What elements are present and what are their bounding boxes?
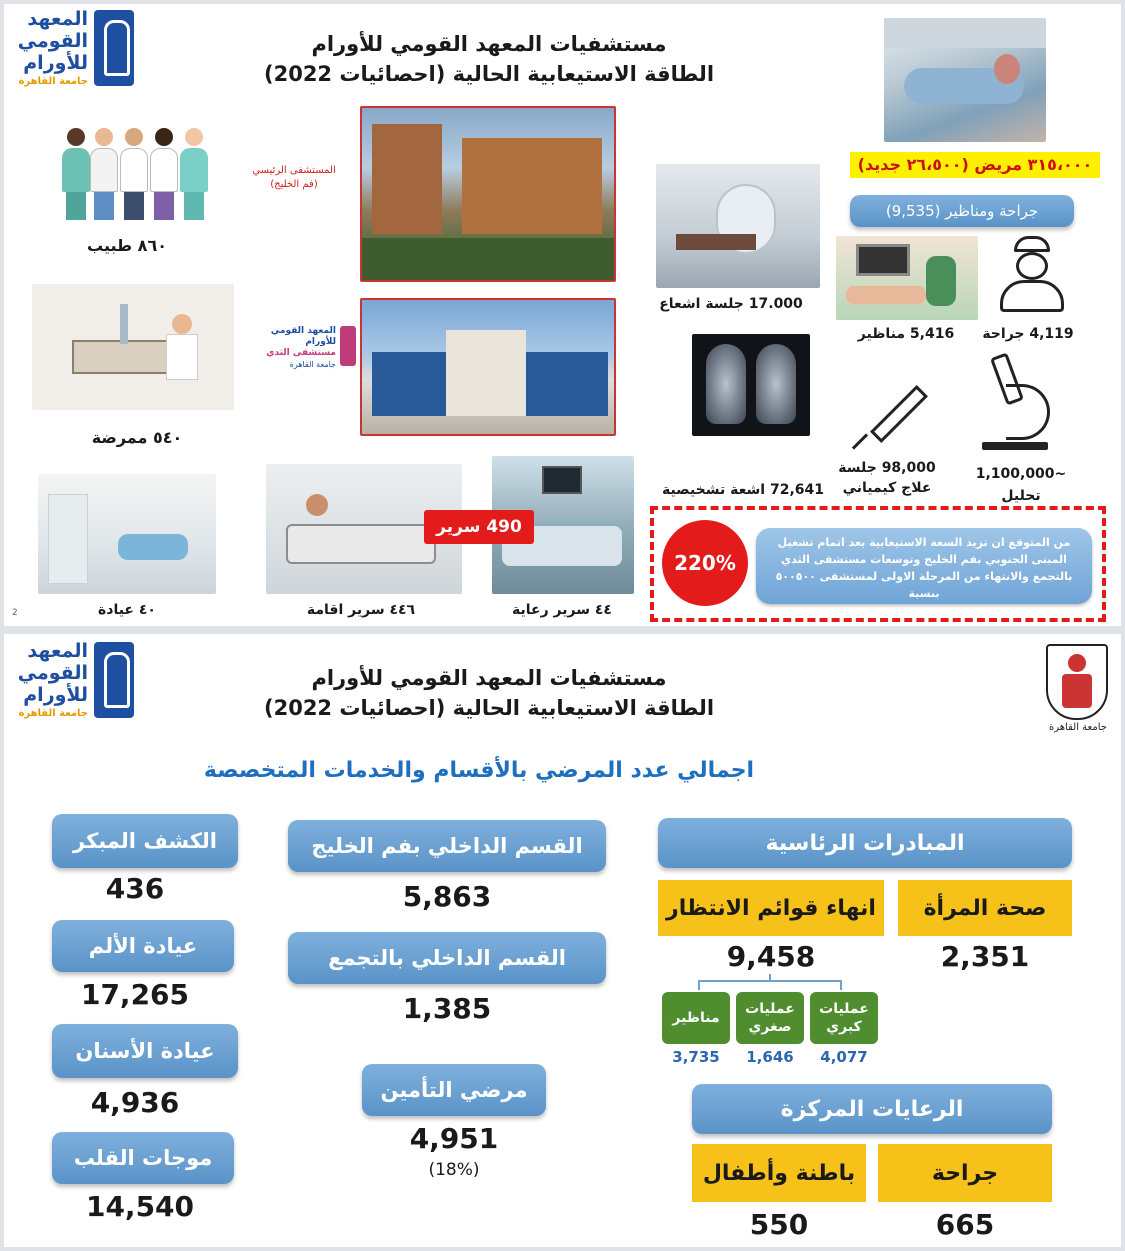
minor-operations-value: 1,646 (746, 1048, 794, 1066)
inpatient-tagamoa-value: 1,385 (402, 992, 492, 1025)
nci-logo-emblem (94, 642, 134, 718)
logo-text-2: القومي (17, 30, 88, 52)
section-heading: اجمالي عدد المرضي بالأقسام والخدمات المتخصصة (203, 758, 755, 783)
icu-internal-value: 550 (749, 1208, 809, 1241)
minor-operations-line-1: عمليات (745, 1001, 795, 1017)
endoscopy-count: 5,416 مناظير (857, 326, 955, 342)
women-health-label: صحة المرأة (898, 880, 1072, 936)
clinics-count: ٤٠ عيادة (98, 602, 156, 618)
pain-clinic-label: عيادة الألم (52, 920, 234, 972)
icu-surgery-label: جراحة (878, 1144, 1052, 1202)
title-line-1: مستشفيات المعهد القومي للأورام (311, 666, 667, 690)
surgery-count: 4,119 جراحة (982, 326, 1074, 342)
major-operations-box (810, 992, 878, 1044)
logo-text-2: القومي (17, 662, 88, 684)
patients-banner: ٣١٥،٠٠٠ مريض (٢٦،٥٠٠ جديد) (850, 152, 1100, 178)
inpatient-gulf-label: القسم الداخلي بفم الخليج (288, 820, 606, 872)
logo-text-3: للأورام (23, 52, 88, 74)
expansion-box (650, 506, 1106, 622)
logo-text-4: جامعة القاهرة (18, 76, 88, 87)
dental-clinic-value: 4,936 (90, 1086, 180, 1119)
breast-logo-line-4: جامعة القاهرة (289, 360, 336, 369)
logo-text-4: جامعة القاهرة (18, 708, 88, 719)
breast-hospital-photo (360, 298, 616, 436)
beds-total-badge: 490 سرير (424, 510, 534, 544)
minor-operations-box (736, 992, 804, 1044)
waiting-list-label: انهاء قوائم الانتظار (658, 880, 884, 936)
cairo-university-emblem (1042, 644, 1114, 740)
insurance-percent: (18%) (428, 1160, 480, 1180)
intensive-care-header: الرعايات المركزة (692, 1084, 1052, 1134)
expansion-text: من المتوقع ان تزيد السعة الاستيعابية بعد اتمام تشغيل المبنى الجنوبي بفم الخليج وتوسعات مستشفى الثدي بالتجمع والانتهاء من المرحلة الاولى لمستشفى ٥٠٠٥٠٠ بنسبة (756, 528, 1092, 604)
slide-capacity-overview (4, 4, 1121, 626)
university-caption: جامعة القاهرة (1049, 722, 1107, 733)
dental-clinic-label: عيادة الأسنان (52, 1024, 238, 1078)
endoscopy-illustration (836, 236, 978, 320)
radiation-photo (656, 164, 820, 288)
nci-logo (14, 10, 134, 90)
icu-internal-label: باطنة وأطفال (692, 1144, 866, 1202)
doctors-illustration (62, 108, 212, 220)
analysis-count: ~1,100,000 (975, 466, 1067, 482)
chemo-label: علاج كيمياني (842, 480, 932, 496)
major-operations-value: 4,077 (820, 1048, 868, 1066)
major-operations-line-2: كبري (826, 1019, 862, 1035)
title-line-2: الطاقة الاستيعابية الحالية (احصائيات 2022) (263, 696, 715, 720)
logo-text-1: المعهد (27, 8, 88, 30)
echo-value: 14,540 (85, 1190, 195, 1223)
analysis-label: تحليل (1001, 488, 1041, 504)
main-hospital-photo (360, 106, 616, 282)
breast-logo-line-2: للأورام (305, 337, 336, 347)
expansion-percent-circle: 220% (662, 520, 748, 606)
diagnostic-radiology-count: 72,641 اشعة تشخيصية (661, 482, 824, 498)
inpatient-beds-count: ٤٤٦ سرير اقامة (306, 602, 416, 618)
inpatient-tagamoa-label: القسم الداخلي بالتجمع (288, 932, 606, 984)
slide1-title (254, 32, 724, 86)
breast-logo-line-3: مستشفى الثدي (266, 348, 336, 358)
minor-operations-line-2: صغري (748, 1019, 792, 1035)
surgery-endoscopy-pill: جراحة ومناظير (9,535) (850, 195, 1074, 227)
nurse-illustration (32, 284, 234, 410)
university-shield (1046, 644, 1108, 720)
clinic-photo (38, 474, 216, 594)
surgeon-icon (994, 234, 1070, 314)
main-hospital-caption: المستشفى الرئيسي (فم الخليج) (252, 165, 336, 190)
early-detection-label: الكشف المبكر (52, 814, 238, 868)
inpatient-gulf-value: 5,863 (402, 880, 492, 913)
slide-patient-totals (4, 634, 1121, 1247)
title-line-2: الطاقة الاستيعابية الحالية (احصائيات 2022) (263, 62, 715, 86)
care-beds-count: ٤٤ سرير رعاية (512, 602, 612, 618)
logo-text-3: للأورام (23, 684, 88, 706)
bracket-stem (769, 974, 771, 982)
echo-label: موجات القلب (52, 1132, 234, 1184)
breast-hospital-logo (266, 326, 356, 376)
pain-clinic-value: 17,265 (80, 978, 190, 1011)
endoscopy-line-1: مناظير (672, 1010, 720, 1026)
early-detection-value: 436 (105, 872, 165, 905)
doctors-count: ٨٦٠ طبيب (87, 236, 167, 255)
waiting-list-value: 9,458 (726, 940, 816, 973)
title-line-1: مستشفيات المعهد القومي للأورام (311, 32, 667, 56)
radiation-sessions: 17.000 جلسة اشعاع (659, 296, 803, 312)
breast-logo-line-1: المعهد القومي (270, 326, 336, 336)
nurses-count: ٥٤٠ ممرضة (91, 428, 183, 447)
logo-text-1: المعهد (27, 640, 88, 662)
icu-surgery-value: 665 (935, 1208, 995, 1241)
endoscopy-value: 3,735 (672, 1048, 720, 1066)
chemo-sessions: 98,000 جلسة (838, 460, 936, 476)
major-operations-line-1: عمليات (819, 1001, 869, 1017)
page-number: 2 (12, 608, 18, 618)
women-health-value: 2,351 (940, 940, 1030, 973)
syringe-icon (850, 370, 940, 456)
chest-xray-photo (692, 334, 810, 436)
insurance-label: مرضي التأمين (362, 1064, 546, 1116)
nci-logo (14, 642, 134, 722)
endoscopy-box (662, 992, 730, 1044)
insurance-value: 4,951 (409, 1122, 499, 1155)
slide2-title (254, 666, 724, 720)
nci-logo-emblem (94, 10, 134, 86)
presidential-initiatives-header: المبادرات الرئاسية (658, 818, 1072, 868)
chemo-ward-photo (884, 18, 1046, 142)
breast-logo-emblem (340, 326, 356, 366)
microscope-icon (976, 354, 1056, 454)
